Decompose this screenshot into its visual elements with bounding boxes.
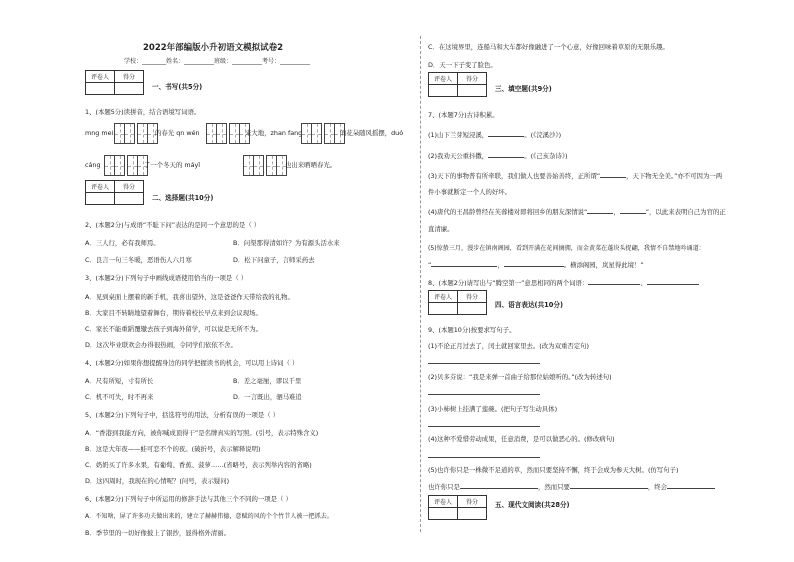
score-box [85,70,144,95]
prompt-text: 也许你只是 [428,483,460,491]
prompt-text: “ [428,261,432,269]
prompt-text: (1)山下兰芽短浸溪， [428,131,489,139]
answer-blank[interactable] [504,266,564,267]
question-stem: 6、(本题2分)下列句子中所运用的修辞手法与其他三个不同的一项是（ ） [85,495,292,503]
answer-blank[interactable] [588,284,640,285]
option-b[interactable]: B．差之毫厘，谬以千里 [233,377,302,385]
column-divider [420,36,421,532]
prompt-text: ”，以此来表明自己为官的正 [645,208,726,216]
question-stem: 8、(本题2分)请写出与“腾空第一”意思相同的两个词语： [428,279,589,287]
fill-blank-row [428,209,726,215]
grader-label: 评卷人 [86,71,115,83]
answer-blank[interactable] [647,284,699,285]
pinyin-text: 来大地，zhan fang [245,129,303,137]
writing-grid[interactable] [104,155,147,176]
answer-blank[interactable] [431,266,497,267]
score-cell [115,193,144,205]
fill-blank-row [428,153,568,159]
prompt-text: (4)这种不爱惜劳动成果，任意消费，是可以做恶心的。(修改病句) [428,435,615,443]
prompt-text: ，天下物无全美。”亦不可因为一两 [626,172,723,180]
prompt-text: 。(《浣溪沙》) [524,131,562,139]
grader-cell [86,83,115,95]
answer-blank[interactable] [600,177,626,178]
answer-line[interactable] [428,426,540,427]
prompt-text: 。横添阁园，岚星得此境！” [563,261,644,269]
grader-cell [429,303,458,315]
option-a[interactable]: A．尺有所短，寸有所长 [85,377,154,385]
question-stem: 7、(本题7分)古诗积累。 [428,111,499,119]
writing-grid[interactable] [206,123,249,144]
section-heading: 四、语言表达(共10分) [495,301,563,309]
fill-blank-row [428,262,644,268]
prompt-text: ，然而只要 [537,483,570,491]
answer-line[interactable] [428,363,540,364]
score-box [428,495,487,520]
option-c[interactable]: C．家长不能重蹈覆辙去孩子到海外留学，可以说是无所不为。 [85,325,263,333]
prompt-text: (2)贝多芬说：“我是来弹一首曲子给那位姑娘听的。”(改为转述句) [428,373,612,381]
grader-cell [429,508,458,520]
prompt-text: 直清廉。 [428,225,454,233]
score-label: 得分 [115,181,144,193]
answer-line[interactable] [428,457,540,458]
score-cell [458,85,487,97]
fill-blank-row [428,484,715,490]
option-c[interactable]: C．良言一句三冬暖，恶语伤人六月寒 [85,256,192,264]
prompt-text: (2)我劝天公重抖擞， [428,152,489,160]
section-heading: 三、填空题(共9分) [495,85,552,93]
answer-blank[interactable] [460,488,538,489]
option-c[interactable]: C．奶奶买了许多水果，有葡萄、香蕉、菠萝……(省略号，表示列举内容的省略) [85,461,312,469]
fill-blank-row [428,280,699,286]
answer-blank[interactable] [570,488,648,489]
writing-grid[interactable] [114,123,157,144]
section-heading: 一、书写(共5分) [152,83,203,91]
separator-text: 、 [640,279,647,287]
answer-blank[interactable] [488,136,524,137]
score-cell [115,83,144,95]
option-a[interactable]: A．“香港到我能方向，被你喊成顶得干”是名牌真实的写照。(引号，表示特殊含义) [85,429,319,437]
prompt-text: 。(《己亥杂诗》) [524,152,568,160]
prompt-text: ，终会 [647,483,668,491]
fill-blank-row [428,132,561,138]
option-b[interactable]: B．问渠那得清如许？为有源头活水来 [233,239,340,247]
grader-label: 评卷人 [86,181,115,193]
question-stem: 4、(本题2分)如果你想提醒身边的同学把握读书的机会，可以用上诗词（ ） [85,359,299,367]
prompt-text: (3)小柿树上挂满了莲碗。(把句子写生动具体) [428,405,558,413]
score-label: 得分 [458,496,487,508]
prompt-text: (5)也许你只是一株微不足道的草，然而只要坚持不懈，终于会成为参天大树。(仿写句子) [428,466,679,474]
prompt-text: 件小事就断定一个人的好坏。 [428,188,512,196]
prompt-text: (1)不论正月过去了，闰土就回家里去。(改为双重否定句) [428,342,590,350]
pinyin-text: 的春光 qn wén [155,129,200,137]
question-stem: 3、(本题2分)下列句子中画线成语使用恰当的一项是（ ） [85,274,248,282]
student-info-line: 学校：________姓名：__________班级：__________考号：__________ [124,58,311,65]
score-box [428,72,487,97]
option-d[interactable]: D．这次毕业联欢会办得很热闹，令同学们依依不舍。 [85,341,237,349]
question-stem: 9、(本题10分)按要求写句子。 [428,326,516,334]
option-c[interactable]: C．机不可失，时不再来 [85,393,154,401]
option-d[interactable]: D．天一下子变了脸色。 [428,61,497,69]
pinyin-text: mng mei [85,129,114,137]
prompt-text: (5)惊蛰三月，漫步在镇南阁园，看到开满在花间摘拥，而金黄菜在蓬块头捉翩，我情不自禁地吟诵道： [428,245,705,252]
grader-label: 评卷人 [429,73,458,85]
option-a[interactable]: A．三人行，必有我师焉。 [85,239,160,247]
option-a[interactable]: A．不知啥，屏了许多功夫做出来的，建立了赫赫伟德，意赋的风的个个竹节人被一把抓去。 [85,513,333,520]
answer-line[interactable] [428,394,540,395]
option-d[interactable]: D．一言既出，驷马难追 [233,393,302,401]
question-stem: 2、(本题2分)与成语“不耻下问”表达的是同一个意思的是（ ） [85,221,261,229]
option-b[interactable]: B．这是大年夜——蛙可恋不个的夜。(破折号，表示解释说明) [85,445,261,453]
section-heading: 二、选择题(共10分) [152,194,214,202]
option-c[interactable]: C．在这境界里，连船马和大车都好像融进了一个心意，好像回味着草原的无限乐趣。 [428,43,669,51]
pinyin-text: 了一个冬天的 máyǐ [144,161,201,169]
exam-title: 2022年部编版小升初语文模拟试卷2 [143,43,284,53]
option-b[interactable]: B．大家目不转睛地望着舞台，期待着校长早点来到会议现场。 [85,309,262,317]
option-a[interactable]: A．见到桌面上摆着的新手机，我喜出望外，这是爸爸作天带给我的礼物。 [85,293,294,301]
answer-blank[interactable] [587,213,613,214]
question-stem: 1、(本题5分)读拼音，结合语境写词语。 [85,108,201,116]
section-heading: 五、现代文阅读(共28分) [495,501,570,509]
pinyin-text: cáng [85,161,101,169]
writing-grid[interactable] [243,155,286,176]
option-d[interactable]: D．这四周时，我现在的心情呢？(问号，表示疑问) [85,477,230,485]
grader-label: 评卷人 [429,496,458,508]
grader-label: 评卷人 [429,291,458,303]
score-label: 得分 [458,291,487,303]
prompt-text: (4)唐代的王昌龄曾经在芙蓉楼对即将回乡的朋友深情说“ [428,208,588,216]
option-d[interactable]: D．松下问童子，言师采药去 [233,256,315,264]
pinyin-text: 也出来晒晒春光。 [285,161,337,169]
score-label: 得分 [458,73,487,85]
answer-blank[interactable] [488,157,524,158]
pinyin-text: 的花朵随风摇摆，duó [340,129,404,137]
score-box [85,180,144,205]
score-cell [458,508,487,520]
answer-blank[interactable] [620,213,646,214]
score-box [428,290,487,315]
grader-cell [429,85,458,97]
answer-blank[interactable] [667,488,715,489]
prompt-text: ， [613,208,620,216]
fill-blank-row [428,173,722,179]
question-stem: 5、(本题2分)下列句子中，括选符号的用法，分析有误的一项是（ ） [85,411,280,419]
prompt-text: ， [497,261,504,269]
grader-cell [86,193,115,205]
prompt-text: (3)天下的事物普有所牵联，我们做人也要善始善终，正所谓“ [428,172,601,180]
option-b[interactable]: B．季节里的一切好像披上了银抄，显得格外清丽。 [85,529,230,537]
writing-grid[interactable] [301,123,344,144]
score-label: 得分 [115,71,144,83]
score-cell [458,303,487,315]
